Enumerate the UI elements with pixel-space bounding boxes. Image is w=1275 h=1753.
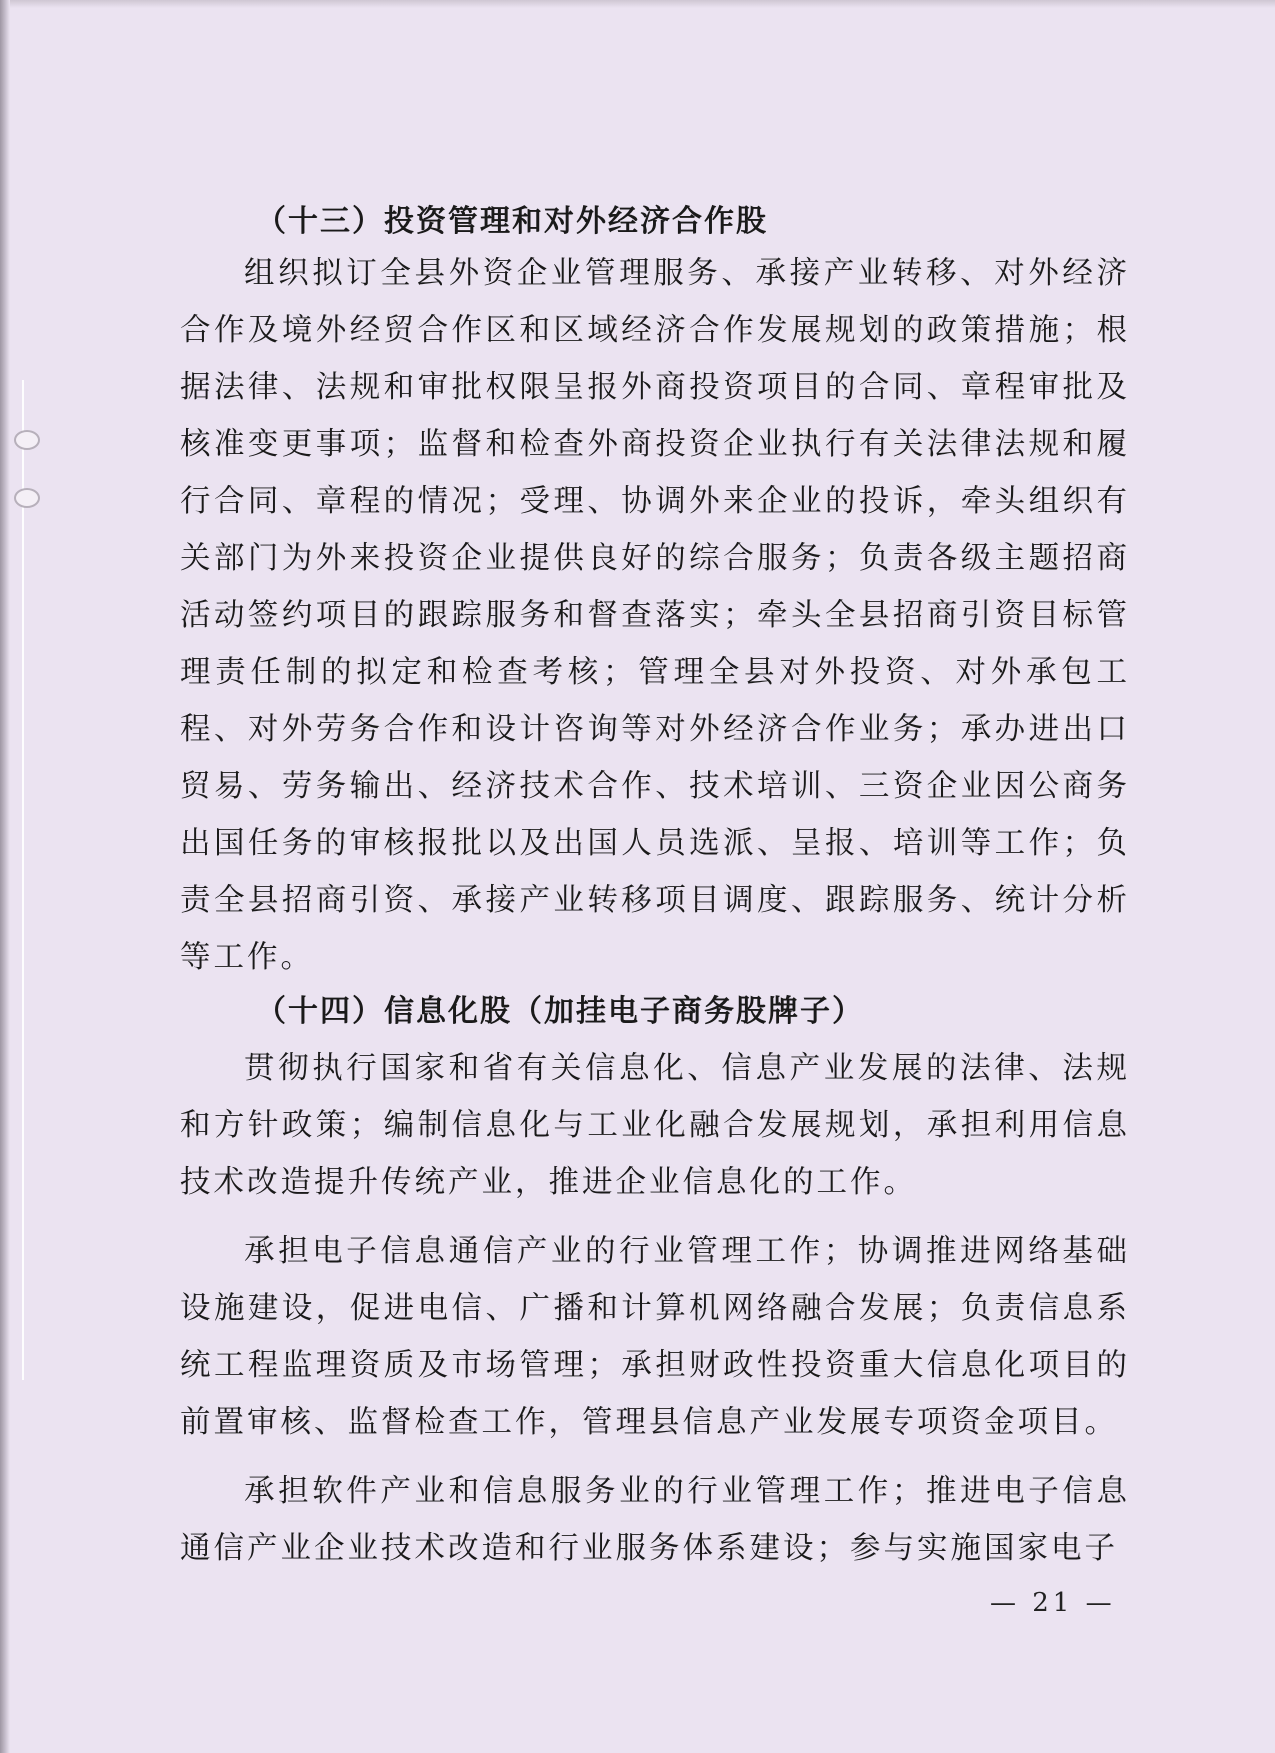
document-body <box>180 202 1130 1577</box>
scan-edge-left <box>0 0 10 1753</box>
section-investment-management <box>180 202 1130 986</box>
scan-edge-top <box>0 0 1275 8</box>
section-paragraph: 贯彻执行国家和省有关信息化、信息产业发展的法律、法规和方针政策；编制信息化与工业化融合发展规划，承担利用信息技术改造提升传统产业，推进企业信息化的工作。 <box>180 1051 1130 1200</box>
staple-mark <box>14 488 40 508</box>
section-paragraph: 承担软件产业和信息服务业的行业管理工作；推进电子信息通信产业企业技术改造和行业服务体系建设；参与实施国家电子 <box>180 1474 1130 1566</box>
section-informatization <box>180 992 1130 1577</box>
section-heading: （十三）投资管理和对外经济合作股 <box>256 204 768 239</box>
section-heading: （十四）信息化股（加挂电子商务股牌子） <box>256 994 864 1029</box>
section-paragraph: 组织拟订全县外资企业管理服务、承接产业转移、对外经济合作及境外经贸合作区和区域经济合作发展规划的政策措施；根据法律、法规和审批权限呈报外商投资项目的合同、章程审批及核准变更事项；监督和检查外商投资企业执行有关法律法规和履行合同、章程的情况；受理、协调外来企业的投诉，牵头组织有关部门为外来投资企业提供良好的综合服务；负责各级主题招商活动签约项目的跟踪服务和督查落实；牵头全县招商引资目标管理责任制的拟定和检查考核；管理全县对外投资、对外承包工程、对外劳务合作和设计咨询等对外经济合作业务；承办进出口贸易、劳务输出、经济技术合作、技术培训、三资企业因公商务出国任务的审核报批以及出国人员选派、呈报、培训等工作；负责全县招商引资、承接产业转移项目调度、跟踪服务、统计分析等工作。 <box>180 256 1130 975</box>
binding-line <box>22 380 24 1380</box>
staple-mark <box>14 430 40 450</box>
page-number: — 21 — <box>990 1588 1116 1618</box>
section-paragraph: 承担电子信息通信产业的行业管理工作；协调推进网络基础设施建设，促进电信、广播和计算机网络融合发展；负责信息系统工程监理资质及市场管理；承担财政性投资重大信息化项目的前置审核、监督检查工作，管理县信息产业发展专项资金项目。 <box>180 1234 1130 1440</box>
